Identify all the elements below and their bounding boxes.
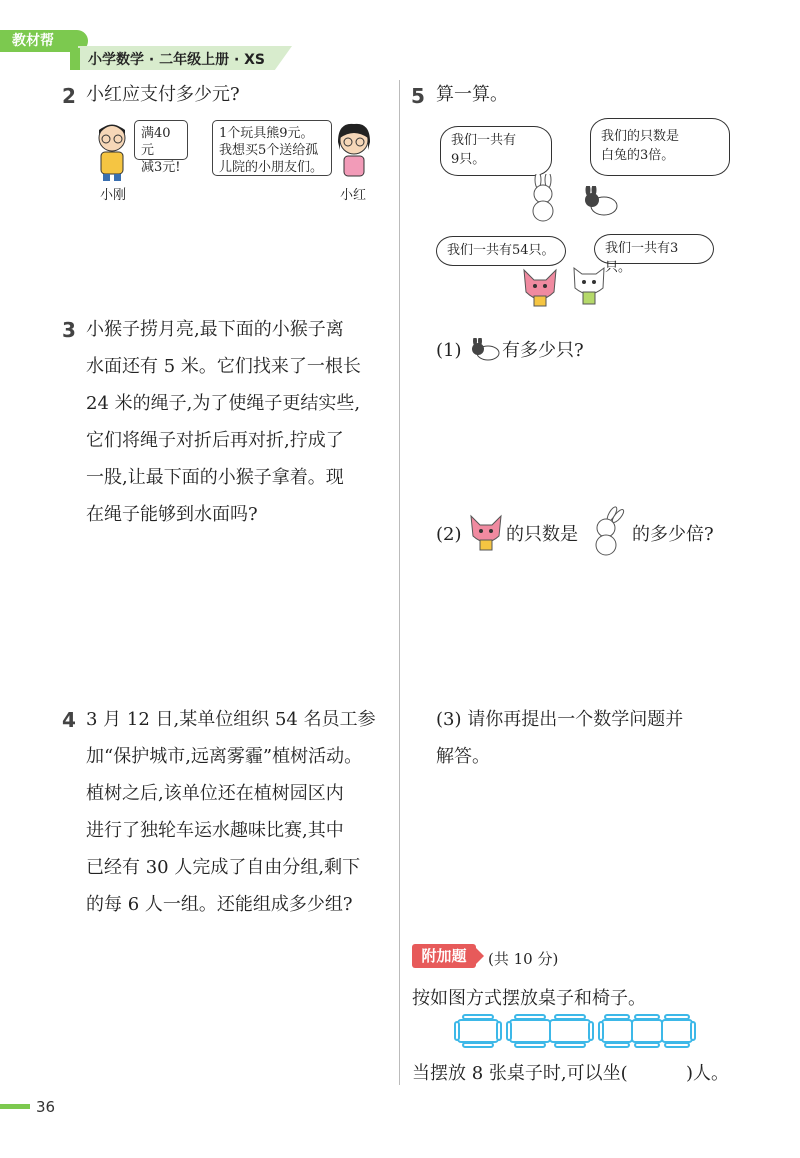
q5-bubble-a-line: 我们一共有 [451, 133, 517, 148]
q4-line: 已经有 30 人完成了自由分组,剩下 [86, 857, 361, 878]
brand-tag: 教材帮 [0, 30, 88, 52]
bonus-tag-arrow [476, 948, 484, 964]
q5-part1-prefix: (1) [436, 340, 462, 361]
q2-name-right: 小红 [340, 188, 367, 203]
q5-part2-prefix: (2) [436, 524, 462, 545]
boy-illustration [92, 120, 132, 182]
q5-part2-text: 的只数是 [506, 524, 578, 545]
header-accent [70, 48, 80, 70]
q5-part2-suffix: 的多少倍? [632, 524, 714, 545]
q4-line: 植树之后,该单位还在植树园区内 [86, 783, 344, 804]
page-number-bar [0, 1104, 30, 1109]
bonus-answer-prefix: 当摆放 8 张桌子时,可以坐( [412, 1063, 628, 1084]
q3-line: 水面还有 5 米。它们找来了一根长 [86, 356, 361, 377]
q2-name-left: 小刚 [100, 188, 127, 203]
bonus-answer-suffix: )人。 [686, 1063, 730, 1084]
q5-bubble-a-line: 9只。 [451, 152, 486, 167]
q4-line: 3 月 12 日,某单位组织 54 名员工参 [86, 709, 376, 730]
q5-part3-line: 解答。 [436, 746, 490, 767]
page-header-title: 小学数学 · 二年级上册 · XS [88, 52, 266, 68]
q2-bubble-right-line: 1个玩具熊9元。 [219, 126, 314, 141]
q5-bubble-a [440, 126, 552, 176]
q5-bubble-b-line: 我们的只数是 [601, 129, 680, 144]
q2-text: 小红应支付多少元? [86, 84, 240, 105]
q2-number: 2 [62, 84, 76, 108]
q5-title: 算一算。 [436, 84, 508, 105]
q2-bubble-left-line: 减3元! [141, 160, 181, 175]
q5-bubble-d: 我们一共有3只。 [594, 234, 714, 264]
q3-line: 一股,让最下面的小猴子拿着。现 [86, 467, 344, 488]
q2-bubble-right [212, 120, 332, 176]
girl-illustration [332, 120, 376, 182]
q5-bubble-c: 我们一共有54只。 [436, 236, 566, 266]
cat-icon [570, 262, 608, 306]
q2-bubble-right-line: 儿院的小朋友们。 [219, 160, 324, 175]
fox-icon [468, 512, 504, 552]
bonus-tag: 附加题 [412, 944, 476, 968]
q3-text [86, 311, 391, 533]
q4-line: 的每 6 人一组。还能组成多少组? [86, 894, 353, 915]
column-divider [399, 80, 400, 1085]
q5-bubble-b [590, 118, 730, 176]
q5-bubble-b-line: 白兔的3倍。 [601, 148, 675, 163]
fox-icon [520, 266, 560, 308]
q4-number: 4 [62, 708, 76, 732]
q4-line: 加“保护城市,远离雾霾”植树活动。 [86, 746, 363, 767]
black-rabbit-icon [468, 338, 502, 362]
tables-diagram [448, 1014, 700, 1048]
q5-part3-text [436, 701, 766, 775]
q3-number: 3 [62, 318, 76, 342]
white-rabbit-icon [524, 174, 564, 222]
q3-line: 在绳子能够到水面吗? [86, 504, 258, 525]
q4-text [86, 701, 391, 923]
q4-line: 进行了独轮车运水趣味比赛,其中 [86, 820, 344, 841]
q5-number: 5 [411, 84, 425, 108]
q5-part1-text: 有多少只? [502, 340, 584, 361]
q3-line: 小猴子捞月亮,最下面的小猴子离 [86, 319, 344, 340]
white-rabbit-icon [588, 506, 628, 556]
bonus-text: 按如图方式摆放桌子和椅子。 [412, 988, 646, 1009]
q2-bubble-right-line: 我想买5个送给孤 [219, 143, 319, 158]
q2-bubble-left [134, 120, 188, 175]
page-number: 36 [36, 1098, 56, 1116]
bonus-points: (共 10 分) [488, 950, 559, 968]
q3-line: 它们将绳子对折后再对折,拧成了 [86, 430, 344, 451]
q5-part3-line: (3) 请你再提出一个数学问题并 [436, 709, 684, 730]
black-rabbit-icon [580, 186, 624, 216]
q2-bubble-left-line: 满40元 [141, 126, 171, 158]
q3-line: 24 米的绳子,为了使绳子更结实些, [86, 393, 361, 414]
